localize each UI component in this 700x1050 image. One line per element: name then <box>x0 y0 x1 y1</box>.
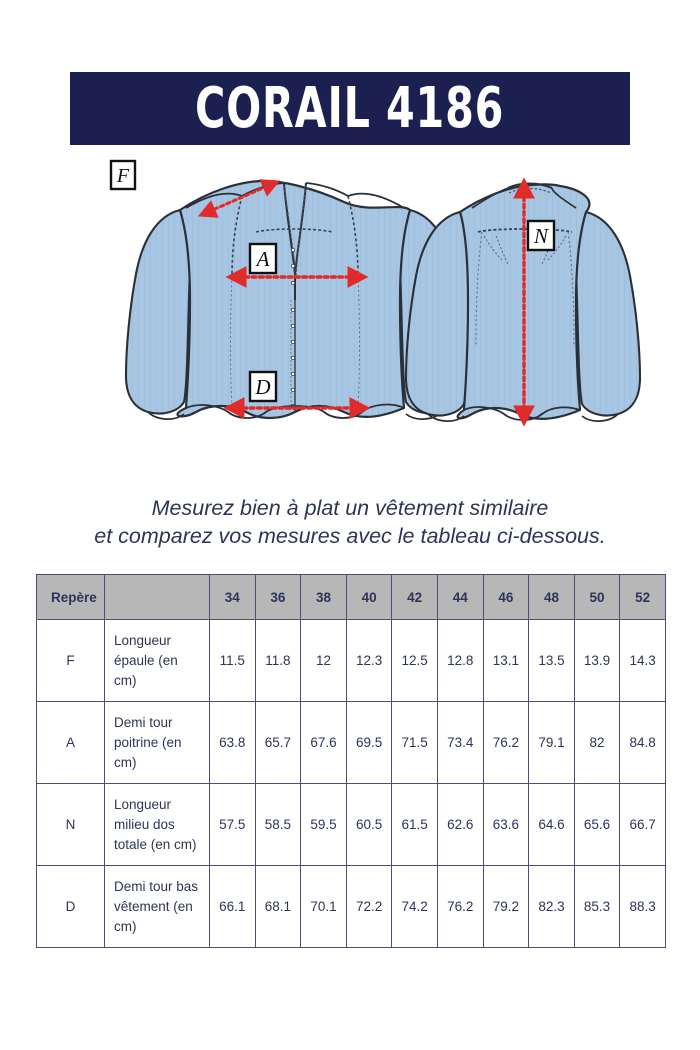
header-size-52: 52 <box>620 575 666 620</box>
marker-box-f <box>111 161 135 189</box>
marker-label-n: N <box>533 224 549 248</box>
cell-F-size-48: 13.5 <box>529 620 575 702</box>
cell-D-size-40: 72.2 <box>346 866 392 948</box>
cell-F-size-38: 12 <box>301 620 347 702</box>
marker-box-d <box>250 372 276 401</box>
table-row <box>37 620 666 702</box>
cell-A-size-44: 73.4 <box>437 702 483 784</box>
cell-A-size-34: 63.8 <box>210 702 256 784</box>
cell-description-F: Longueur épaule (en cm) <box>105 620 210 702</box>
marker-label-d: D <box>255 375 271 399</box>
cell-A-size-50: 82 <box>574 702 620 784</box>
header-size-50: 50 <box>574 575 620 620</box>
cell-N-size-46: 63.6 <box>483 784 529 866</box>
cell-A-size-38: 67.6 <box>301 702 347 784</box>
cell-A-size-36: 65.7 <box>255 702 301 784</box>
header-size-46: 46 <box>483 575 529 620</box>
cell-mark-N: N <box>37 784 105 866</box>
cell-F-size-42: 12.5 <box>392 620 438 702</box>
cell-mark-A: A <box>37 702 105 784</box>
cell-D-size-46: 79.2 <box>483 866 529 948</box>
cell-D-size-52: 88.3 <box>620 866 666 948</box>
cell-F-size-40: 12.3 <box>346 620 392 702</box>
cell-D-size-44: 76.2 <box>437 866 483 948</box>
instructions-text <box>0 494 700 550</box>
header-repere: Repère <box>37 575 105 620</box>
title-banner <box>70 72 630 145</box>
cell-N-size-36: 58.5 <box>255 784 301 866</box>
marker-label-f: F <box>116 165 130 187</box>
cell-N-size-34: 57.5 <box>210 784 256 866</box>
cell-F-size-34: 11.5 <box>210 620 256 702</box>
cell-F-size-36: 11.8 <box>255 620 301 702</box>
cell-N-size-42: 61.5 <box>392 784 438 866</box>
cell-N-size-50: 65.6 <box>574 784 620 866</box>
table-header-row <box>37 575 666 620</box>
header-size-42: 42 <box>392 575 438 620</box>
instructions-line-2: et comparez vos mesures avec le tableau ci-dessous. <box>94 524 606 548</box>
table-row <box>37 784 666 866</box>
cell-D-size-34: 66.1 <box>210 866 256 948</box>
cell-N-size-38: 59.5 <box>301 784 347 866</box>
cell-F-size-50: 13.9 <box>574 620 620 702</box>
header-size-40: 40 <box>346 575 392 620</box>
header-size-36: 36 <box>255 575 301 620</box>
cell-N-size-40: 60.5 <box>346 784 392 866</box>
marker-label-a: A <box>256 247 270 271</box>
cell-A-size-40: 69.5 <box>346 702 392 784</box>
cell-F-size-46: 13.1 <box>483 620 529 702</box>
cell-A-size-42: 71.5 <box>392 702 438 784</box>
cell-N-size-52: 66.7 <box>620 784 666 866</box>
header-size-34: 34 <box>210 575 256 620</box>
cell-F-size-44: 12.8 <box>437 620 483 702</box>
size-table <box>36 574 666 948</box>
cell-D-size-36: 68.1 <box>255 866 301 948</box>
cell-mark-D: D <box>37 866 105 948</box>
cell-description-A: Demi tour poitrine (en cm) <box>105 702 210 784</box>
cell-D-size-38: 70.1 <box>301 866 347 948</box>
cell-description-N: Longueur milieu dos totale (en cm) <box>105 784 210 866</box>
cell-A-size-52: 84.8 <box>620 702 666 784</box>
table-row <box>37 866 666 948</box>
header-size-38: 38 <box>301 575 347 620</box>
cell-D-size-48: 82.3 <box>529 866 575 948</box>
header-size-44: 44 <box>437 575 483 620</box>
size-table-container <box>36 574 665 948</box>
cell-D-size-42: 74.2 <box>392 866 438 948</box>
marker-box-a <box>250 244 276 273</box>
cell-D-size-50: 85.3 <box>574 866 620 948</box>
marker-box-n <box>528 221 554 250</box>
cell-A-size-48: 79.1 <box>529 702 575 784</box>
page-title: CORAIL 4186 <box>195 75 505 141</box>
header-description <box>105 575 210 620</box>
cell-N-size-44: 62.6 <box>437 784 483 866</box>
cell-N-size-48: 64.6 <box>529 784 575 866</box>
header-size-48: 48 <box>529 575 575 620</box>
cell-F-size-52: 14.3 <box>620 620 666 702</box>
instructions-line-1: Mesurez bien à plat un vêtement similaire <box>151 496 549 520</box>
cell-description-D: Demi tour bas vêtement (en cm) <box>105 866 210 948</box>
cell-mark-F: F <box>37 620 105 702</box>
cell-A-size-46: 76.2 <box>483 702 529 784</box>
table-row <box>37 702 666 784</box>
garment-illustration <box>60 150 660 480</box>
